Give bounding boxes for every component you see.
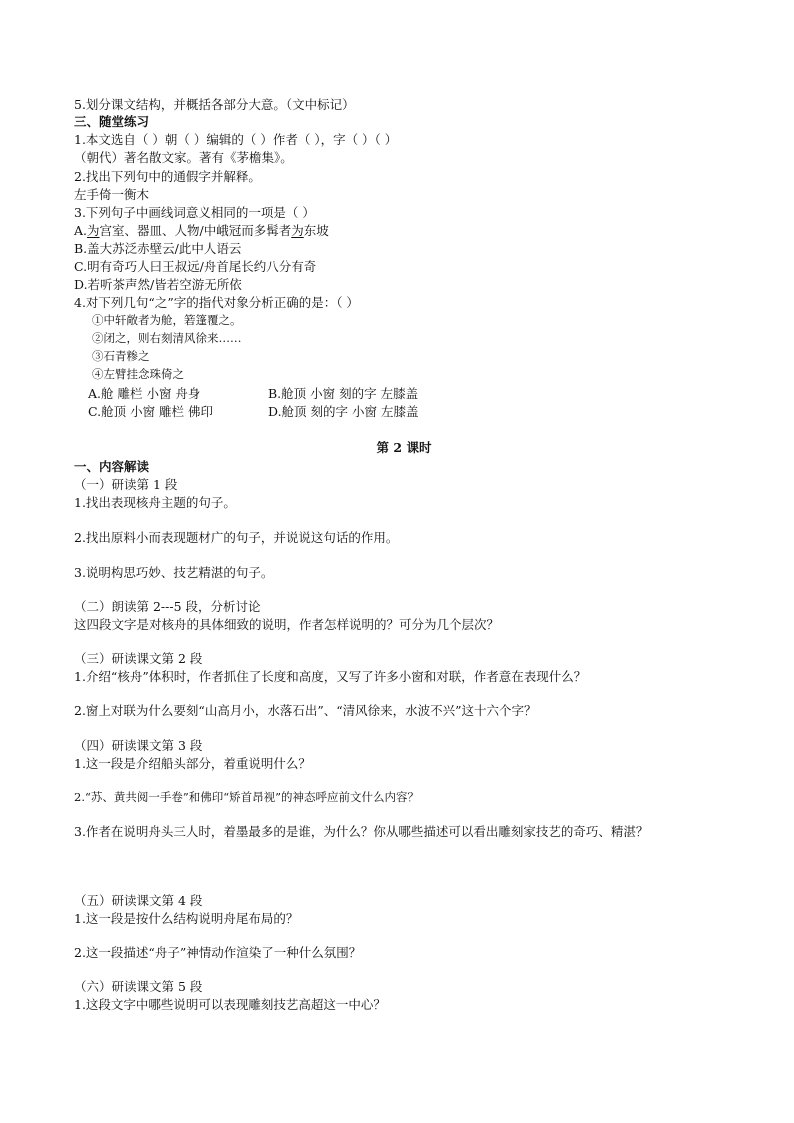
part-3-question-2: 2.窗上对联为什么要刻“山高月小，水落石出”、“清风徐来，水波不兴”这十六个字？	[74, 703, 537, 718]
part-1-question-3: 3.说明构思巧妙、技艺精湛的句子。	[74, 565, 274, 580]
part-2-question: 这四段文字是对核舟的具体细致的说明，作者怎样说明的？可分为几个层次？	[74, 617, 500, 632]
question-2-sentence: 左手倚一衡木	[74, 187, 150, 202]
question-4-options-ab	[88, 385, 418, 402]
section-heading-interpretation: 一、内容解读	[74, 459, 150, 474]
part-5-question-2: 2.这一段描述“舟子”神情动作渲染了一种什么氛围？	[74, 945, 362, 960]
question-3: 3.下列句子中画线词意义相同的一项是（ ）	[74, 205, 315, 220]
part-5-heading: （五）研读课文第 4 段	[74, 893, 203, 908]
part-4-question-2: 2.“苏、黄共阅一手卷”和佛印“矫首昂视”的神态呼应前文什么内容？	[74, 790, 419, 804]
part-4-heading: （四）研读课文第 3 段	[74, 738, 203, 753]
part-1-question-2: 2.找出原料小而表现题材广的句子，并说说这句话的作用。	[74, 530, 399, 545]
question-3-option-c: C.明有奇巧人曰王叔远/舟首尾长约八分有奇	[74, 259, 317, 274]
part-4-question-3: 3.作者在说明舟头三人时，着墨最多的是谁，为什么？你从哪些描述可以看出雕刻家技艺的奇巧、精湛？	[74, 824, 649, 839]
question-1-cont: （朝代）著名散文家。著有《茅檐集》。	[74, 150, 293, 165]
part-2-heading: （二）朗读第 2---5 段，分析讨论	[74, 599, 261, 614]
question-2: 2.找出下列句中的通假字并解释。	[74, 169, 261, 184]
lesson-2-title: 第 2 课时	[376, 440, 432, 455]
part-4-question-1: 1.这一段是介绍船头部分，着重说明什么？	[74, 756, 311, 771]
line-structure-task: 5.划分课文结构，并概括各部分大意。（文中标记）	[74, 97, 355, 112]
question-1: 1.本文选自（ ）朝（ ）编辑的（ ）作者（ ），字（ ）（ ）	[74, 132, 398, 147]
section-heading-practice: 三、随堂练习	[74, 114, 150, 129]
question-4-option-b: B.舱顶 小窗 刻的字 左膝盖	[268, 386, 419, 401]
part-1-heading: （一）研读第 1 段	[74, 477, 178, 492]
part-3-heading: （三）研读课文第 2 段	[74, 651, 203, 666]
part-6-heading: （六）研读课文第 5 段	[74, 979, 203, 994]
question-4-options-cd	[88, 403, 418, 420]
question-4-option-c: C.舱顶 小窗 雕栏 佛印	[88, 404, 214, 419]
question-4-item-3: ③石青糁之	[92, 349, 150, 363]
question-4-item-2: ②闭之，则右刻清风徐来……	[92, 331, 242, 345]
part-3-question-1: 1.介绍“核舟”体积时，作者抓住了长度和高度，又写了许多小窗和对联，作者意在表现什么？	[74, 669, 587, 684]
part-6-question-1: 1.这段文字中哪些说明可以表现雕刻技艺高超这一中心？	[74, 997, 386, 1012]
question-4-option-d: D.舱顶 刻的字 小窗 左膝盖	[268, 404, 419, 419]
question-3-option-a: A.为宫室、器皿、人物/中峨冠而多髯者为东坡	[74, 223, 329, 238]
part-1-question-1: 1.找出表现核舟主题的句子。	[74, 495, 236, 510]
question-3-option-b: B.盖大苏泛赤壁云/此中人语云	[74, 241, 242, 256]
question-4: 4.对下列几句“之”字的指代对象分析正确的是：（ ）	[74, 295, 359, 310]
question-4-item-1: ①中轩敞者为舱，箬篷覆之。	[92, 313, 242, 327]
question-4-item-4: ④左臂挂念珠倚之	[92, 367, 184, 381]
part-5-question-1: 1.这一段是按什么结构说明舟尾布局的？	[74, 911, 299, 926]
question-3-option-d: D.若听茶声然/皆若空游无所依	[74, 277, 242, 292]
question-4-option-a: A.舱 雕栏 小窗 舟身	[88, 386, 201, 401]
